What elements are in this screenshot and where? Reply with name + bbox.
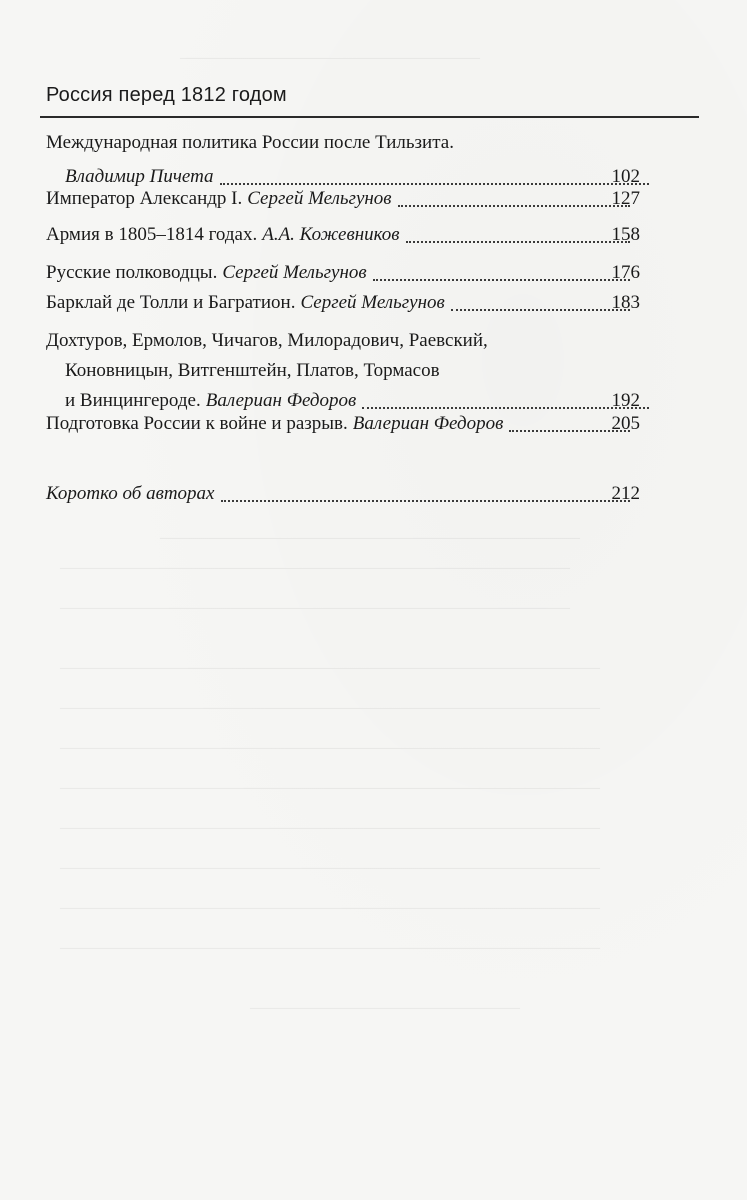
section-rule: [40, 116, 699, 118]
toc-entry-title: Император Александр I.: [46, 188, 243, 209]
toc-entry-line: [46, 130, 636, 155]
toc-entry-title: Коновницын, Витгенштейн, Платов, Тормасов: [65, 360, 440, 381]
toc-entry[interactable]: [46, 290, 636, 315]
toc-entry[interactable]: [46, 186, 636, 211]
toc-entry-title: Барклай де Толли и Багратион.: [46, 292, 296, 313]
toc-entry[interactable]: [46, 411, 636, 436]
toc-entry-line: [46, 328, 636, 353]
toc-entry-title: и Винцингероде.: [65, 390, 201, 411]
toc-entry-title: Армия в 1805–1814 годах.: [46, 224, 258, 245]
toc-entry-line: [46, 411, 636, 436]
dot-leader: [221, 499, 631, 502]
toc-entry-title: Русские полководцы.: [46, 262, 218, 283]
toc-entry-title: Международная политика России после Тильзита.: [46, 132, 454, 153]
toc-entry-line: [46, 260, 636, 285]
dot-leader: [398, 204, 630, 207]
toc-entry-author: Сергей Мельгунов: [247, 188, 392, 209]
bleed-through-texture: ———————————————————— ———————————————————————————— —————————————————————————————————— —————————————————————————————————— ———————————————————————————————————— ———————————————————————————————————— ———————————————————————————————————— ———————————————————————————————————— ———————————————————————————————————— ———————————————————————————————————— ———————————————————————————————————— ———————————————————————————————————— ——————————————————: [60, 50, 600, 1016]
toc-entry-author: Владимир Пичета: [65, 166, 214, 187]
toc-entry-line: [46, 481, 636, 506]
toc-entry-author: Валериан Федоров: [205, 390, 357, 411]
dot-leader: [373, 278, 630, 281]
toc-page-number: 127: [611, 188, 640, 209]
toc-page-number: 205: [611, 413, 640, 434]
toc-page-number: 183: [611, 292, 640, 313]
toc-entry-author: Сергей Мельгунов: [300, 292, 445, 313]
section-title: Россия перед 1812 годом: [46, 84, 287, 106]
toc-page-number: 158: [611, 224, 640, 245]
toc-entry-line: [46, 222, 636, 247]
toc-page-number: 212: [611, 483, 640, 504]
toc-entry[interactable]: [46, 260, 636, 285]
toc-entry-line: [46, 186, 636, 211]
toc-page-number: 192: [611, 390, 640, 411]
toc-entry-line: [46, 290, 636, 315]
toc-entry[interactable]: [46, 130, 636, 189]
toc-page-number: 176: [611, 262, 640, 283]
toc-entry-line: [46, 388, 655, 413]
dot-leader: [220, 182, 649, 185]
toc-entry[interactable]: [46, 328, 636, 413]
toc-entry-line: [46, 358, 655, 383]
toc-entry-author: Сергей Мельгунов: [222, 262, 367, 283]
toc-page-number: 102: [611, 166, 640, 187]
toc-entry-author: А.А. Кожевников: [262, 224, 400, 245]
toc-entry-author: Коротко об авторах: [46, 483, 215, 504]
toc-entry[interactable]: [46, 222, 636, 247]
toc-entry-title: Дохтуров, Ермолов, Чичагов, Милорадович, Раевский,: [46, 330, 488, 351]
toc-entry[interactable]: [46, 481, 636, 506]
dot-leader: [406, 240, 630, 243]
toc-entry-author: Валериан Федоров: [352, 413, 504, 434]
toc-entry-title: Подготовка России к войне и разрыв.: [46, 413, 348, 434]
